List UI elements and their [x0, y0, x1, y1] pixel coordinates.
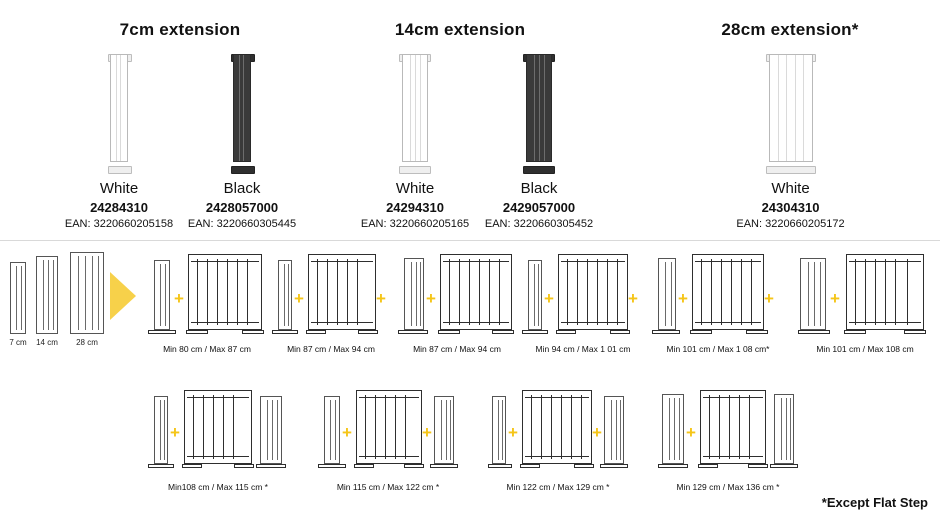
plus-icon: +	[764, 289, 774, 308]
combo-item[interactable]	[398, 252, 516, 362]
product-code: 24304310	[761, 200, 820, 215]
plus-icon: +	[628, 289, 638, 308]
plus-icon: +	[678, 289, 688, 308]
combo-extension	[154, 396, 168, 464]
group-title-7cm: 7cm extension	[119, 20, 241, 39]
combo-item[interactable]	[798, 252, 932, 362]
combo-gate	[184, 390, 252, 464]
extension-card-14cm-white[interactable]	[355, 48, 475, 230]
combo-gate	[692, 254, 764, 330]
combo-item[interactable]	[488, 388, 628, 500]
product-ean: EAN: 3220660305452	[484, 218, 594, 230]
color-label: White	[395, 180, 435, 197]
plus-icon: +	[426, 289, 436, 308]
plus-icon: +	[686, 423, 696, 442]
combo-extension	[154, 260, 170, 330]
extension-image-14cm-black	[478, 54, 600, 174]
plus-icon: +	[544, 289, 554, 308]
extension-image-7cm-white	[60, 54, 178, 174]
plus-icon: +	[170, 423, 180, 442]
combo-item[interactable]	[318, 388, 458, 500]
group-title-28cm: 28cm extension*	[721, 20, 859, 39]
combo-gate	[522, 390, 592, 464]
extensions-section	[0, 0, 940, 240]
legend-label-28cm: 28 cm	[76, 338, 98, 347]
combo-item[interactable]	[272, 252, 390, 362]
combo-extension	[658, 258, 676, 330]
combo-gate	[440, 254, 512, 330]
product-ean: EAN: 3220660205172	[736, 218, 845, 230]
group-title-14cm: 14cm extension	[394, 20, 526, 39]
combo-gate	[558, 254, 628, 330]
combo-range: Min 115 cm / Max 122 cm *	[336, 482, 440, 492]
combo-extension-2	[260, 396, 282, 464]
plus-icon: +	[376, 289, 386, 308]
combo-extension	[404, 258, 424, 330]
plus-icon: +	[592, 423, 602, 442]
combo-range: Min108 cm / Max 115 cm *	[168, 482, 268, 492]
combo-extension	[492, 396, 506, 464]
combo-range: Min 94 cm / Max 1 01 cm	[535, 344, 631, 354]
combo-extension-2	[434, 396, 454, 464]
combo-item[interactable]	[658, 388, 798, 500]
section-divider	[0, 240, 940, 241]
product-ean: EAN: 3220660205158	[64, 218, 174, 230]
combo-item[interactable]	[522, 252, 644, 362]
combo-gate	[188, 254, 262, 330]
combo-item[interactable]	[148, 252, 266, 362]
combo-range: Min 87 cm / Max 94 cm	[413, 344, 501, 354]
legend-panel-28cm	[70, 252, 104, 334]
extension-image-7cm-black	[182, 54, 302, 174]
combo-range: Min 80 cm / Max 87 cm	[163, 344, 251, 354]
plus-icon: +	[174, 289, 184, 308]
legend-panel-14cm	[36, 256, 58, 334]
product-ean: EAN: 3220660305445	[187, 218, 297, 230]
combo-extension	[278, 260, 292, 330]
combo-extension-2	[774, 394, 794, 464]
color-label: White	[99, 180, 139, 197]
product-code: 2428057000	[205, 200, 279, 215]
legend-label-7cm: 7 cm	[9, 338, 27, 347]
combo-gate	[700, 390, 766, 464]
extension-card-7cm-white[interactable]	[60, 48, 178, 230]
footnote: *Except Flat Step	[821, 495, 928, 510]
combo-range: Min 129 cm / Max 136 cm *	[676, 482, 780, 492]
combo-extension	[800, 258, 826, 330]
extension-image-28cm-white	[728, 54, 853, 174]
combo-gate	[308, 254, 376, 330]
plus-icon: +	[294, 289, 304, 308]
combo-extension	[662, 394, 684, 464]
combo-range: Min 101 cm / Max 108 cm	[816, 344, 914, 354]
combo-extension	[324, 396, 340, 464]
combo-range: Min 122 cm / Max 129 cm *	[506, 482, 610, 492]
color-label: Black	[223, 180, 261, 197]
extension-card-14cm-black[interactable]	[478, 48, 600, 230]
plus-icon: +	[342, 423, 352, 442]
plus-icon: +	[422, 423, 432, 442]
plus-icon: +	[830, 289, 840, 308]
color-label: White	[771, 180, 810, 197]
color-label: Black	[520, 180, 558, 197]
product-code: 24284310	[90, 200, 148, 215]
triangle-right-icon	[110, 272, 136, 320]
combo-extension	[528, 260, 542, 330]
product-code: 2429057000	[502, 200, 576, 215]
legend-panel-7cm	[10, 262, 26, 334]
combo-extension-2	[604, 396, 624, 464]
plus-icon: +	[508, 423, 518, 442]
extension-image-14cm-white	[355, 54, 475, 174]
combo-range: Min 101 cm / Max 1 08 cm*	[666, 344, 770, 354]
product-ean: EAN: 3220660205165	[360, 218, 470, 230]
extension-card-28cm-white[interactable]	[728, 48, 853, 230]
legend-label-14cm: 14 cm	[36, 338, 58, 347]
product-code: 24294310	[386, 200, 444, 215]
combo-gate	[846, 254, 924, 330]
combo-item[interactable]	[652, 252, 784, 362]
extension-card-7cm-black[interactable]	[182, 48, 302, 230]
combo-item[interactable]	[148, 388, 288, 500]
combo-gate	[356, 390, 422, 464]
combo-range: Min 87 cm / Max 94 cm	[287, 344, 375, 354]
